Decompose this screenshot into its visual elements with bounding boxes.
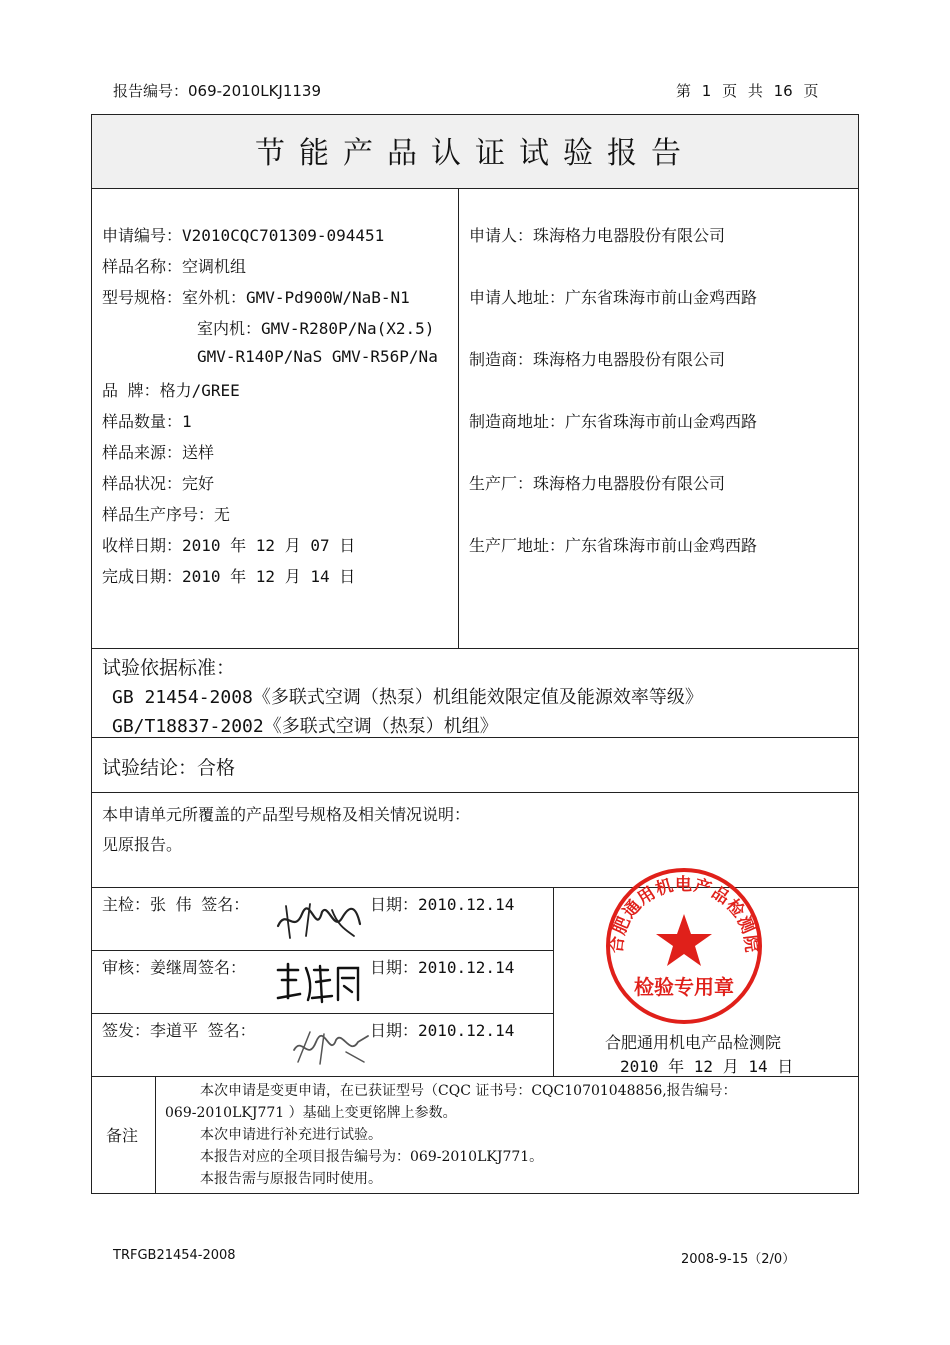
field-model-indoor-2: GMV-R140P/NaS GMV-R56P/Na	[197, 347, 438, 366]
remark-line-2: 069-2010LKJ771 ）基础上变更铭牌上参数。	[165, 1105, 457, 1121]
field-manufacturer: 制造商：珠海格力电器股份有限公司	[469, 350, 726, 369]
divider-standards	[91, 648, 859, 649]
official-stamp-image	[596, 866, 772, 1026]
field-sample-condition: 样品状况：完好	[102, 474, 215, 493]
field-manufacturer-address: 制造商地址：广东省珠海市前山金鸡西路	[469, 412, 758, 431]
stamp-institute: 合肥通用机电产品检测院	[605, 1033, 782, 1052]
remark-line-3: 本次申请进行补充进行试验。	[200, 1127, 382, 1143]
remark-line-1: 本次申请是变更申请，在已获证型号（CQC 证书号：CQC10701048856,报告编号：	[200, 1083, 737, 1099]
svg-text:合肥通用机电产品检测院: 合肥通用机电产品检测院	[606, 874, 762, 955]
field-receive-date: 收样日期：2010 年 12 月 07 日	[102, 536, 356, 555]
report-title: 节能产品认证试验报告	[255, 136, 695, 171]
field-sample-name: 样品名称：空调机组	[102, 257, 247, 276]
coverage-value: 见原报告。	[102, 835, 183, 854]
field-model-indoor: 室内机：GMV-R280P/Na(X2.5)	[197, 319, 435, 338]
field-application-no: 申请编号：V2010CQC701309-094451	[102, 226, 385, 245]
signature-reviewer-image	[272, 958, 364, 1006]
standard-item-2: GB/T18837-2002《多联式空调（热泵）机组》	[112, 716, 498, 737]
field-model: 型号规格：室外机：GMV-Pd900W/NaB-N1	[102, 288, 410, 307]
field-applicant: 申请人：珠海格力电器股份有限公司	[469, 226, 726, 245]
field-finish-date: 完成日期：2010 年 12 月 14 日	[102, 567, 356, 586]
sig-reviewer-role: 审核：姜继周签名：	[102, 958, 247, 977]
remark-line-5: 本报告需与原报告同时使用。	[200, 1171, 382, 1187]
field-serial-no: 样品生产序号：无	[102, 505, 231, 524]
test-conclusion: 试验结论：合格	[102, 757, 236, 779]
report-number: 报告编号：069-2010LKJ1139	[113, 82, 322, 100]
standards-label: 试验依据标准：	[102, 657, 236, 679]
signature-approver-image	[290, 1022, 372, 1068]
divider-stamp	[553, 887, 554, 1076]
remarks-label: 备注	[106, 1126, 139, 1145]
field-sample-qty: 样品数量：1	[102, 412, 192, 431]
field-factory-address: 生产厂地址：广东省珠海市前山金鸡西路	[469, 536, 758, 555]
svg-text:检验专用章: 检验专用章	[634, 975, 734, 999]
field-applicant-address: 申请人地址：广东省珠海市前山金鸡西路	[469, 288, 758, 307]
sig-approver-date: 日期：2010.12.14	[370, 1021, 515, 1040]
coverage-label: 本申请单元所覆盖的产品型号规格及相关情况说明：	[102, 805, 471, 824]
form-version: 2008-9-15（2/0）	[681, 1252, 796, 1267]
stamp-date: 2010 年 12 月 14 日	[620, 1057, 794, 1076]
divider-coverage	[91, 792, 859, 793]
sig-reviewer-date: 日期：2010.12.14	[370, 958, 515, 977]
sig-approver-role: 签发：李道平 签名：	[102, 1021, 256, 1040]
field-sample-source: 样品来源：送样	[102, 443, 215, 462]
divider-remarks-label	[155, 1076, 156, 1194]
sig-inspector-role: 主检：张 伟 签名：	[102, 895, 250, 914]
remark-line-4: 本报告对应的全项目报告编号为：069-2010LKJ771。	[200, 1149, 544, 1165]
field-brand: 品 牌：格力/GREE	[102, 381, 240, 400]
field-factory: 生产厂：珠海格力电器股份有限公司	[469, 474, 726, 493]
form-number: TRFGB21454-2008	[113, 1248, 236, 1263]
signature-inspector-image	[272, 896, 364, 942]
standard-item-1: GB 21454-2008《多联式空调（热泵）机组能效限定值及能源效率等级》	[112, 687, 703, 708]
divider-sig-2	[91, 1013, 553, 1014]
page-info: 第 1 页 共 16 页	[676, 82, 819, 100]
divider-columns	[458, 188, 459, 648]
sig-inspector-date: 日期：2010.12.14	[370, 895, 515, 914]
divider-title	[91, 188, 859, 189]
divider-sig-1	[91, 950, 553, 951]
